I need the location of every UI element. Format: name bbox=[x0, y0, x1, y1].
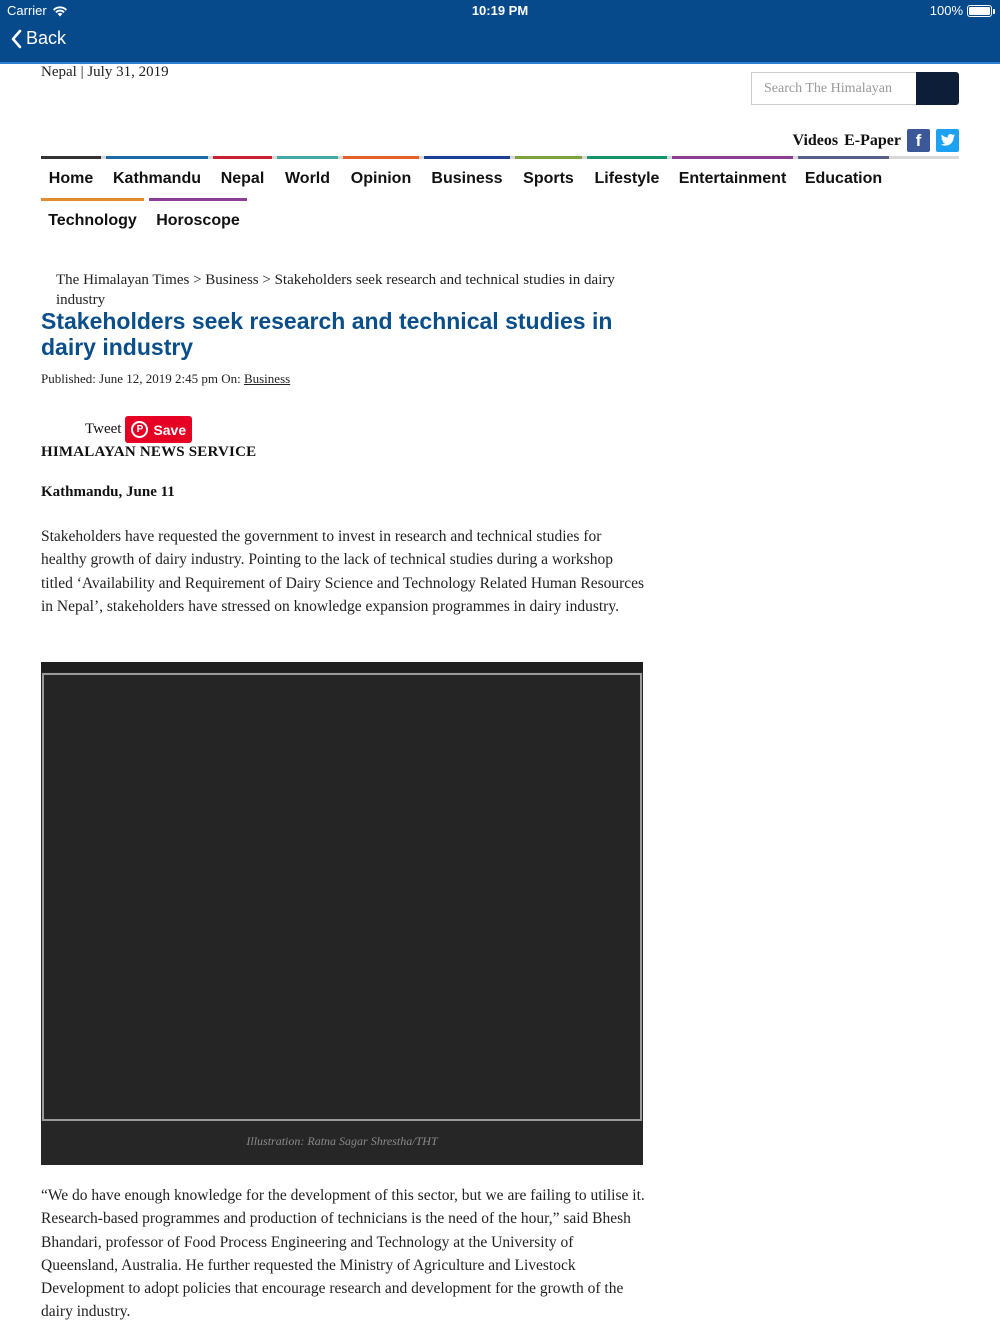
search-box bbox=[751, 72, 959, 105]
article-paragraph: Stakeholders have requested the government to invest in research and technical studies for healthy growth of dairy industry. Pointing to the lack of technical studies during a workshop titled ‘Availability and Requirement of Dairy Science and Technology Related Human Resources in Nepal’, stakeholders have stressed on knowledge expansion programmes in dairy industry. bbox=[41, 528, 645, 615]
app-top-bar bbox=[0, 0, 1000, 64]
menu-item-world[interactable]: World bbox=[277, 156, 338, 198]
image-caption: Illustration: Ratna Sagar Shrestha/THT bbox=[246, 1134, 438, 1148]
tweet-button[interactable]: Tweet bbox=[85, 421, 122, 437]
published-info bbox=[41, 371, 290, 387]
menu-item-home[interactable]: Home bbox=[41, 156, 101, 198]
byline: HIMALAYAN NEWS SERVICE bbox=[41, 444, 257, 460]
menu-item-entertainment[interactable]: Entertainment bbox=[672, 156, 793, 198]
carrier-label: Carrier bbox=[7, 3, 47, 18]
chevron-left-icon bbox=[10, 29, 22, 49]
article-title: Stakeholders seek research and technical studies in dairy industry bbox=[41, 308, 613, 360]
header-links bbox=[792, 129, 959, 152]
menu-item-kathmandu[interactable]: Kathmandu bbox=[106, 156, 208, 198]
article-figure bbox=[41, 662, 643, 1165]
battery-icon bbox=[967, 5, 992, 17]
category-link[interactable]: Business bbox=[243, 371, 291, 386]
share-buttons bbox=[85, 416, 192, 443]
menu-item-education[interactable]: Education bbox=[798, 156, 889, 198]
dateline: Nepal | July 31, 2019 bbox=[41, 64, 169, 80]
menu-item-business[interactable]: Business bbox=[424, 156, 510, 198]
back-label: Back bbox=[26, 28, 67, 48]
menu-item-horoscope[interactable]: Horoscope bbox=[149, 198, 247, 240]
menu-item-sports[interactable]: Sports bbox=[515, 156, 582, 198]
epaper-link[interactable]: E-Paper bbox=[844, 131, 901, 149]
search-button[interactable] bbox=[916, 72, 959, 105]
clock: 10:19 PM bbox=[471, 3, 529, 18]
menu-item-nepal[interactable]: Nepal bbox=[213, 156, 272, 198]
menu-item-lifestyle[interactable]: Lifestyle bbox=[587, 156, 667, 198]
status-bar bbox=[0, 0, 1000, 22]
breadcrumb: The Himalayan Times > Business > Stakeholders seek research and technical studies in dairy industry bbox=[56, 272, 615, 308]
battery-indicator bbox=[930, 3, 992, 18]
search-input[interactable] bbox=[751, 72, 916, 105]
dateline-place: Kathmandu, June 11 bbox=[41, 484, 175, 500]
menu-item-opinion[interactable]: Opinion bbox=[343, 156, 419, 198]
main-menu-row-2 bbox=[41, 198, 252, 240]
article-paragraph: “We do have enough knowledge for the development of this sector, but we are failing to utilise it. Research-based programmes and production of technicians is the need of the hour,” said Bhesh Bhandari, professor of Food Process Engineering and Technology at the University of Queensland, Australia. He further requested the Ministry of Agriculture and Livestock Development to adopt policies that encourage research and development for the growth of the dairy industry. bbox=[41, 1187, 645, 1321]
videos-link[interactable]: Videos bbox=[792, 131, 839, 149]
article-image bbox=[42, 673, 642, 1121]
battery-percent: 100% bbox=[929, 3, 963, 18]
menu-item-technology[interactable]: Technology bbox=[41, 198, 144, 240]
main-menu-row-1 bbox=[41, 156, 894, 198]
back-button[interactable] bbox=[10, 28, 66, 49]
facebook-icon[interactable]: f bbox=[907, 129, 930, 152]
published-date: Published: June 12, 2019 2:45 pm On: bbox=[41, 371, 241, 386]
pinterest-icon: P bbox=[131, 421, 148, 438]
save-label: Save bbox=[153, 421, 187, 438]
pinterest-save-button[interactable] bbox=[125, 416, 192, 443]
twitter-icon[interactable] bbox=[936, 129, 959, 152]
